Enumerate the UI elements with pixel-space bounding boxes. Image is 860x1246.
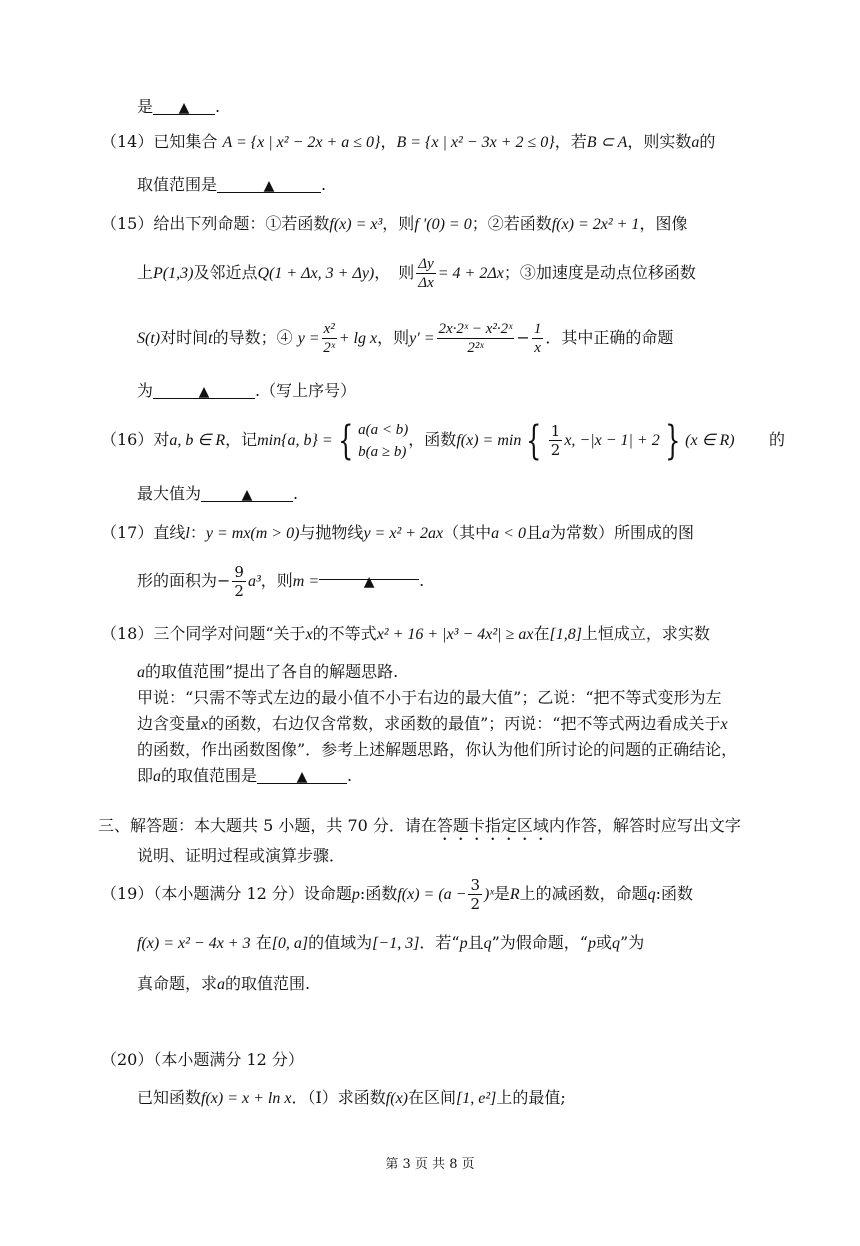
q17-e: 且 [525, 523, 542, 542]
q16-line2 [137, 483, 298, 505]
q19-p2: p [459, 935, 468, 952]
frac-num: 3 [470, 876, 480, 894]
q19-d: 上的减函数，命题 [519, 884, 648, 903]
prop-p: p [351, 886, 360, 903]
q18-l1b: 的不等式 [312, 624, 377, 643]
q17-av: a [541, 525, 550, 542]
q19-l2b: 的值域为 [308, 933, 373, 952]
q18-a: a [137, 664, 145, 681]
answer-blank-14[interactable] [217, 174, 321, 193]
q14-end: . [321, 175, 327, 194]
q18-line4 [137, 713, 728, 736]
q14-line1 [101, 131, 715, 154]
q18-l6b: a [153, 768, 162, 785]
frac-den: 2 [550, 441, 561, 459]
fraction-9-2 [232, 563, 246, 600]
answer-blank-16[interactable] [201, 483, 293, 502]
q16-number: （16） [101, 430, 154, 449]
triangle-mark: ▲ [296, 769, 308, 785]
q14-text4: 的 [699, 132, 716, 151]
q16-end: . [293, 484, 299, 503]
q18-line3 [137, 687, 722, 709]
fraction-3-2 [468, 876, 482, 913]
q14-text1: 已知集合 [153, 132, 218, 151]
q13-end: . [215, 97, 221, 116]
q15-l1d: ，图像 [639, 214, 688, 233]
piecewise-cases [358, 419, 408, 463]
q19-R: R [509, 886, 520, 903]
q15-yprime: y′ = [409, 330, 435, 347]
q19-l2f: f(x) = x² − 4x + 3 [137, 935, 251, 952]
fraction-x2-2x [322, 320, 337, 357]
q15-l3c: 的导数；④ [212, 328, 293, 347]
q18-l6c: 的取值范围是 [161, 766, 258, 785]
page-footer: 第 3 页 共 8 页 [385, 1157, 475, 1172]
q14-sep: ， [380, 132, 397, 151]
frac-num: Δy [418, 256, 434, 272]
q16-ab: a, b ∈ R [169, 432, 226, 449]
q18-line5 [137, 739, 737, 761]
prop-q: q [647, 886, 656, 903]
q19-q2: q [483, 935, 492, 952]
q18-l6a: 即 [137, 766, 154, 785]
q20-number: （20） [101, 1050, 154, 1069]
frac-num: 9 [234, 563, 244, 581]
q17-f: 为常数）所围成的图 [549, 523, 694, 542]
q14-text2: ，若 [554, 132, 587, 151]
q20-interval: [1, e²] [456, 1090, 497, 1107]
q17-b: ： [189, 523, 206, 542]
q15-y4b: + lg x [338, 330, 378, 347]
q19-b: :函数 [359, 884, 398, 903]
right-brace: } [664, 417, 681, 464]
q18-l5: 的函数，作出函数图像”．参考上述解题思路，你认为他们所讨论的问题的正确结论， [137, 740, 738, 759]
q14-line2 [137, 174, 326, 196]
frac-den: 2ˣ [323, 340, 336, 356]
q17-line2a: 形的面积为 [137, 571, 218, 590]
fraction-dy-dx [416, 255, 435, 292]
q16-c: ，函数 [408, 430, 457, 449]
frac-num: 2x·2ˣ − x²·2ˣ [438, 321, 513, 337]
q18-x: x [305, 626, 313, 643]
case-1: a(a < b) [358, 421, 409, 438]
q18-l4c: x [720, 716, 728, 733]
q15-l3b: 对时间 [160, 328, 209, 347]
q16-line2-text: 最大值为 [137, 484, 202, 503]
triangle-mark: ▲ [178, 100, 190, 116]
q18-l1c: 在 [533, 624, 550, 643]
line-l: l [185, 525, 190, 542]
q17-cond: a < 0 [491, 525, 526, 542]
q14-number: （14） [101, 132, 154, 151]
q19-l2h: ”为 [620, 933, 645, 952]
fraction-half [549, 422, 563, 459]
q20-c: 在区间 [408, 1088, 457, 1107]
q19-l2e: ”为假命题，“ [491, 933, 588, 952]
set-a: A = {x | x² − 2x + a ≤ 0} [222, 134, 381, 151]
section3-line2 [137, 845, 345, 867]
q15-f1: f(x) = x³ [329, 216, 383, 233]
q14-var: a [691, 134, 700, 151]
q16-a: 对 [153, 430, 170, 449]
frac-den: 2 [234, 582, 244, 600]
q17-line2 [137, 561, 424, 602]
q15-l2b: 及邻近点 [193, 263, 258, 282]
q18-l1a: 三个同学对问题“关于 [153, 624, 306, 643]
q15-l3d: ，则 [377, 328, 410, 347]
q13-tail [137, 96, 220, 118]
q17-m: m = [292, 573, 320, 590]
q17-number: （17） [101, 523, 154, 542]
q20-f: f(x) = x + ln x [201, 1090, 292, 1107]
q15-l3e: ．其中正确的命题 [545, 328, 674, 347]
q15-l1a: 给出下列命题：①若函数 [153, 214, 330, 233]
q19-l2g: 或 [596, 933, 613, 952]
q14-text3: ，则实数 [627, 132, 692, 151]
q15-t: t [208, 330, 213, 347]
q20-d: 上的最值; [496, 1088, 566, 1107]
q20-a: 已知函数 [137, 1088, 202, 1107]
q19-a: （本小题满分 12 分）设命题 [153, 884, 352, 903]
q18-line1 [101, 623, 710, 646]
q19-l2c: ．若“ [419, 933, 460, 952]
section3-heading [98, 815, 741, 844]
q14-line2-text: 取值范围是 [137, 175, 218, 194]
q19-line3 [137, 973, 310, 996]
q17-line: y = mx(m > 0) [205, 525, 300, 542]
triangle-mark: ▲ [363, 574, 375, 590]
q19-l3b: 的取值范围. [225, 974, 311, 993]
frac-den: Δx [418, 275, 434, 291]
q20-line1 [101, 1049, 304, 1071]
q19-i2: [−1, 3] [372, 935, 420, 952]
q18-line6 [137, 765, 352, 788]
q19-f: f(x) = (a − [397, 886, 467, 903]
frac-num: 1 [533, 321, 542, 337]
q19-fx: )ˣ [484, 886, 494, 903]
q15-line4 [137, 380, 356, 402]
q18-line2 [137, 661, 398, 684]
frac-den: 2 [470, 895, 480, 913]
q18-l1d: 上恒成立，求实数 [581, 624, 710, 643]
answer-blank-15[interactable] [153, 380, 255, 399]
section3-l1b: 内作答，解答时应写出文字 [548, 816, 741, 835]
q18-inequality: x² + 16 + |x³ − 4x²| ≥ ax [376, 626, 534, 643]
q15-l2a: 上 [137, 263, 154, 282]
q15-y4: y = [297, 330, 320, 347]
q18-number: （18） [101, 624, 154, 643]
q15-line2 [137, 253, 696, 294]
q19-l3a: 真命题，求 [137, 974, 218, 993]
q19-i1: [0, a] [271, 935, 309, 952]
q15-line3 [137, 318, 673, 359]
frac-num: 1 [550, 422, 561, 440]
q15-number: （15） [101, 214, 154, 233]
q19-l2a: 在 [255, 933, 272, 952]
q15-l2c: ， 则 [374, 263, 415, 282]
q19-p3: p [588, 935, 596, 952]
frac-den: x [534, 340, 541, 356]
q18-l4b: 的函数，右边仅含常数，求函数的最值”；丙说：“把不等式两边看成关于 [208, 714, 721, 733]
q16-line1 [101, 416, 786, 465]
frac-den: 2²ˣ [467, 340, 484, 356]
q18-end: . [347, 766, 353, 785]
q17-end: . [419, 571, 425, 590]
q16-d: 的 [769, 430, 786, 449]
q19-l3v: a [217, 976, 226, 993]
q15-f2: f(x) = 2x² + 1 [551, 216, 640, 233]
q15-l4a: 为 [137, 381, 154, 400]
q16-min: min{a, b} = [257, 432, 333, 449]
q17-a3: a³ [247, 573, 261, 590]
q20-head: （本小题满分 12 分） [153, 1050, 304, 1069]
triangle-mark: ▲ [198, 384, 210, 400]
q17-a: 直线 [153, 523, 186, 542]
q15-st: S(t) [137, 330, 161, 347]
q20-f2: f(x) [385, 1090, 408, 1107]
minus-sign: − [217, 571, 231, 590]
q15-l4b: .（写上序号） [255, 381, 357, 400]
q13-prefix: 是 [137, 97, 154, 116]
q17-line1 [101, 522, 694, 545]
left-brace: { [337, 417, 354, 464]
q16-rest: x, −|x − 1| + 2 [564, 432, 660, 449]
q15-l1b: ，则 [382, 214, 415, 233]
q15-line1 [101, 213, 687, 236]
q19-line1 [101, 874, 693, 915]
q20-line2 [137, 1087, 566, 1110]
q15-l1c: ；②若函数 [471, 214, 552, 233]
q16-domain: (x ∈ R) [685, 432, 735, 449]
q19-q3: q [612, 935, 621, 952]
answer-blank-18[interactable] [257, 765, 347, 784]
answer-blank-13[interactable] [153, 96, 215, 115]
q19-number: （19） [101, 884, 154, 903]
q18-l4a: 边含变量 [137, 714, 202, 733]
q19-c: 是 [493, 884, 510, 903]
q20-b: ．（Ⅰ）求函数 [291, 1088, 386, 1107]
q19-l2d: 且 [467, 933, 484, 952]
q19-line2 [137, 932, 644, 955]
q17-parabola: y = x² + 2ax [363, 525, 444, 542]
set-b: B = {x | x² − 3x + 2 ≤ 0} [396, 134, 555, 151]
point-q: Q(1 + Δx, 3 + Δy) [257, 265, 375, 282]
triangle-mark: ▲ [263, 178, 275, 194]
q17-d: （其中 [443, 523, 492, 542]
q15-l2d: = 4 + 2Δx [437, 265, 504, 282]
point-p: P(1,3) [153, 265, 194, 282]
left-brace-2: { [526, 417, 542, 464]
case-2: b(a ≥ b) [358, 443, 407, 460]
answer-blank-17[interactable] [319, 561, 419, 590]
q18-interval: [1,8] [549, 626, 582, 643]
frac-num: x² [323, 321, 335, 337]
q17-line2b: ，则 [260, 571, 293, 590]
section3-l2: 说明、证明过程或演算步骤． [137, 846, 346, 865]
q17-c: 与抛物线 [299, 523, 364, 542]
fraction-1-x [532, 320, 544, 357]
q18-l3: 甲说：“只需不等式左边的最小值不小于右边的最大值”；乙说：“把不等式变形为左 [137, 688, 722, 707]
q14-cond: B ⊂ A [586, 134, 628, 151]
q18-l2b: 的取值范围”提出了各自的解题思路. [145, 662, 399, 681]
section3-l1a: 三、解答题：本大题共 5 小题，共 70 分．请在 [98, 816, 437, 835]
q15-l2e: ；③加速度是动点位移函数 [503, 263, 696, 282]
q16-f: f(x) = min [456, 432, 522, 449]
q16-b: ，记 [225, 430, 258, 449]
fraction-derivative [437, 320, 515, 357]
triangle-mark: ▲ [241, 487, 253, 503]
q19-e: :函数 [655, 884, 694, 903]
q18-l4x: x [201, 716, 209, 733]
q15-d1: f ′(0) = 0 [414, 216, 472, 233]
emphasized-text: 答题卡指定区域 [436, 816, 549, 835]
minus-sign: − [516, 328, 530, 347]
